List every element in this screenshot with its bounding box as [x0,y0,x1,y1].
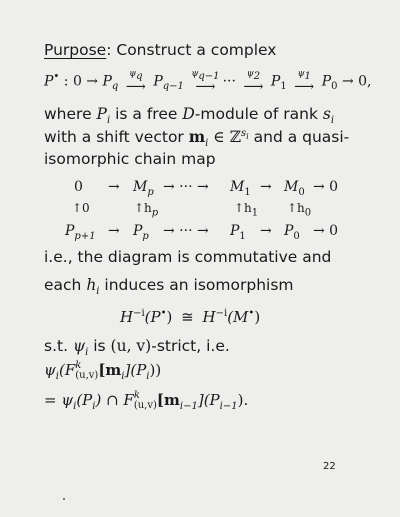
cd-top-M0: $M_0$ [284,179,305,198]
cd-top-tail: → 0 [313,179,339,195]
term-P0-sub: 0 [331,81,338,93]
iso-P: (P [144,308,161,326]
purpose-line [44,41,276,59]
cd-mid-0: ↑0 [72,201,90,215]
complex-formula [44,70,371,93]
eq1-P-sub: i [146,371,150,382]
eq1-uv: (u,v) [75,370,99,381]
cd-bot-arrow-1: → [108,223,120,239]
arrow-psi-q1: $\psi_{q-1}$ ⟶ [191,69,220,95]
iso-close-2: ) [254,308,261,326]
arrow-psi-2: $\psi_2$ ⟶ [243,69,264,95]
iso-M: (M [227,308,249,326]
eq2-cap-F: ) ∩ F [95,391,134,409]
term-Pq1: P [153,73,163,90]
cd-top-Mp: $M_p$ [133,179,154,198]
page-number: 22 [323,461,336,472]
cd-bot-Pp1: $P_{p+1}$ [65,223,96,242]
st-psi: ψ [72,337,86,355]
st-strict: -strict, i.e. [151,337,230,355]
cd-bot-Pp: $P_p$ [133,223,149,242]
shift-m-sub: i [205,138,209,150]
complex-start: : 0 → [59,73,99,90]
iso-H1: H [120,308,134,326]
term-P1-sub: 1 [280,81,287,93]
arrow-psi-1: $\psi_1$ ⟶ [294,69,315,95]
arrow-psi-q: $\psi_q$ ⟶ [125,69,146,95]
eq1-psi-sub: i [55,371,59,382]
cd-top-0: 0 [74,179,83,195]
eq2-k: k [133,390,140,401]
eq2-m: [m [156,391,180,409]
eq1-F: (F [58,361,76,379]
eq1-m-sub: i [121,371,125,382]
where-text-c: -module of rank [194,105,323,123]
cd-mid-hp: $↑h_p$ [134,201,159,219]
cd-bot-arrow-2: → [260,223,272,239]
shift-sup-i: i [246,131,249,141]
eq2-P-sub: i [92,401,96,412]
iso-H2-sup: −i [215,308,228,319]
where-text: where [44,105,97,123]
term-P0: P [321,73,332,90]
iso-close-1: ) [166,308,173,326]
st-is: is [88,337,111,355]
cd-top-arrow-1: → [108,179,120,195]
each-text: each [44,276,87,294]
cd-top-M1: $M_1$ [230,179,251,198]
shift-text: with a shift vector [44,128,189,146]
cd-bot-tail: → 0 [313,223,339,239]
term-Pq: P [102,73,112,90]
cd-bot-dots: → ··· → [163,223,209,239]
complex-lhs: P [44,73,54,90]
strict-line [44,337,230,358]
shift-line [44,127,349,149]
commutative-line [44,248,331,266]
eq2-P2: ](P [197,391,220,409]
each-h-sub: i [96,286,100,298]
eq2-psi-sub: i [73,401,77,412]
eq1-m: [m [98,361,122,379]
chain-map-text: isomorphic chain map [44,150,216,168]
purpose-label: Purpose [44,41,107,59]
eq2-m-sub: i−1 [179,401,198,412]
where-s-sub: i [330,115,335,127]
iso-cong: ≅ [181,308,194,326]
complex-lhs-sup: • [53,71,60,83]
complex-dots: ··· [222,73,236,90]
eq1-end: )) [149,361,162,379]
cd-top-dots: → ··· → [163,179,209,195]
eq1-psi: ψ [44,361,56,379]
eq2-P2-sub: i−1 [219,401,238,412]
iso-M-bullet: • [248,308,255,319]
term-Pq1-sub: q−1 [162,81,184,93]
term-Pq-sub: q [111,81,119,93]
each-text-b: induces an isomorphism [99,276,294,294]
shift-sup-s: s [241,127,247,139]
eq1-P: ](P [124,361,147,379]
iso-P-bullet: • [160,308,167,319]
shift-m: m [188,127,206,146]
chain-map-line [44,150,216,168]
commutative-text: i.e., the diagram is commutative and [44,248,332,266]
where-s: s [322,105,331,123]
iso-H2: H [202,308,216,326]
complex-tail: → 0, [341,73,372,90]
purpose-text: : Construct a complex [106,41,277,59]
st-uv: (u, v) [110,337,152,355]
speck [63,498,65,500]
isomorphism-formula [120,308,260,326]
each-h: h [86,276,97,294]
cd-bot-P0: $P_0$ [284,223,300,242]
where-P-sub: i [106,115,111,127]
where-text-b: is a free [110,105,183,123]
eq1-k: k [75,360,82,371]
eq2-end: ). [237,391,249,409]
each-h-line [44,276,294,297]
eq2-P: (P [76,391,93,409]
st-text: s.t. [44,337,73,355]
cd-mid-h1: $↑h_1$ [234,201,259,219]
where-line [44,105,334,126]
iso-H1-sup: −i [133,308,145,319]
shift-text-b: and a quasi- [248,128,350,146]
eq2-psi: = ψ [44,391,74,409]
st-psi-sub: i [85,347,89,359]
shift-in-Z: ∈ ℤ [208,128,241,146]
where-D: D [182,105,195,123]
cd-mid-h0: $↑h_0$ [287,201,312,219]
cd-bot-P1: $P_1$ [230,223,246,242]
cd-top-arrow-2: → [260,179,272,195]
term-P1: P [270,73,281,90]
equation-2 [44,391,248,412]
equation-1 [44,361,161,382]
eq2-uv: (u,v) [133,400,157,411]
where-P: P [96,105,107,123]
